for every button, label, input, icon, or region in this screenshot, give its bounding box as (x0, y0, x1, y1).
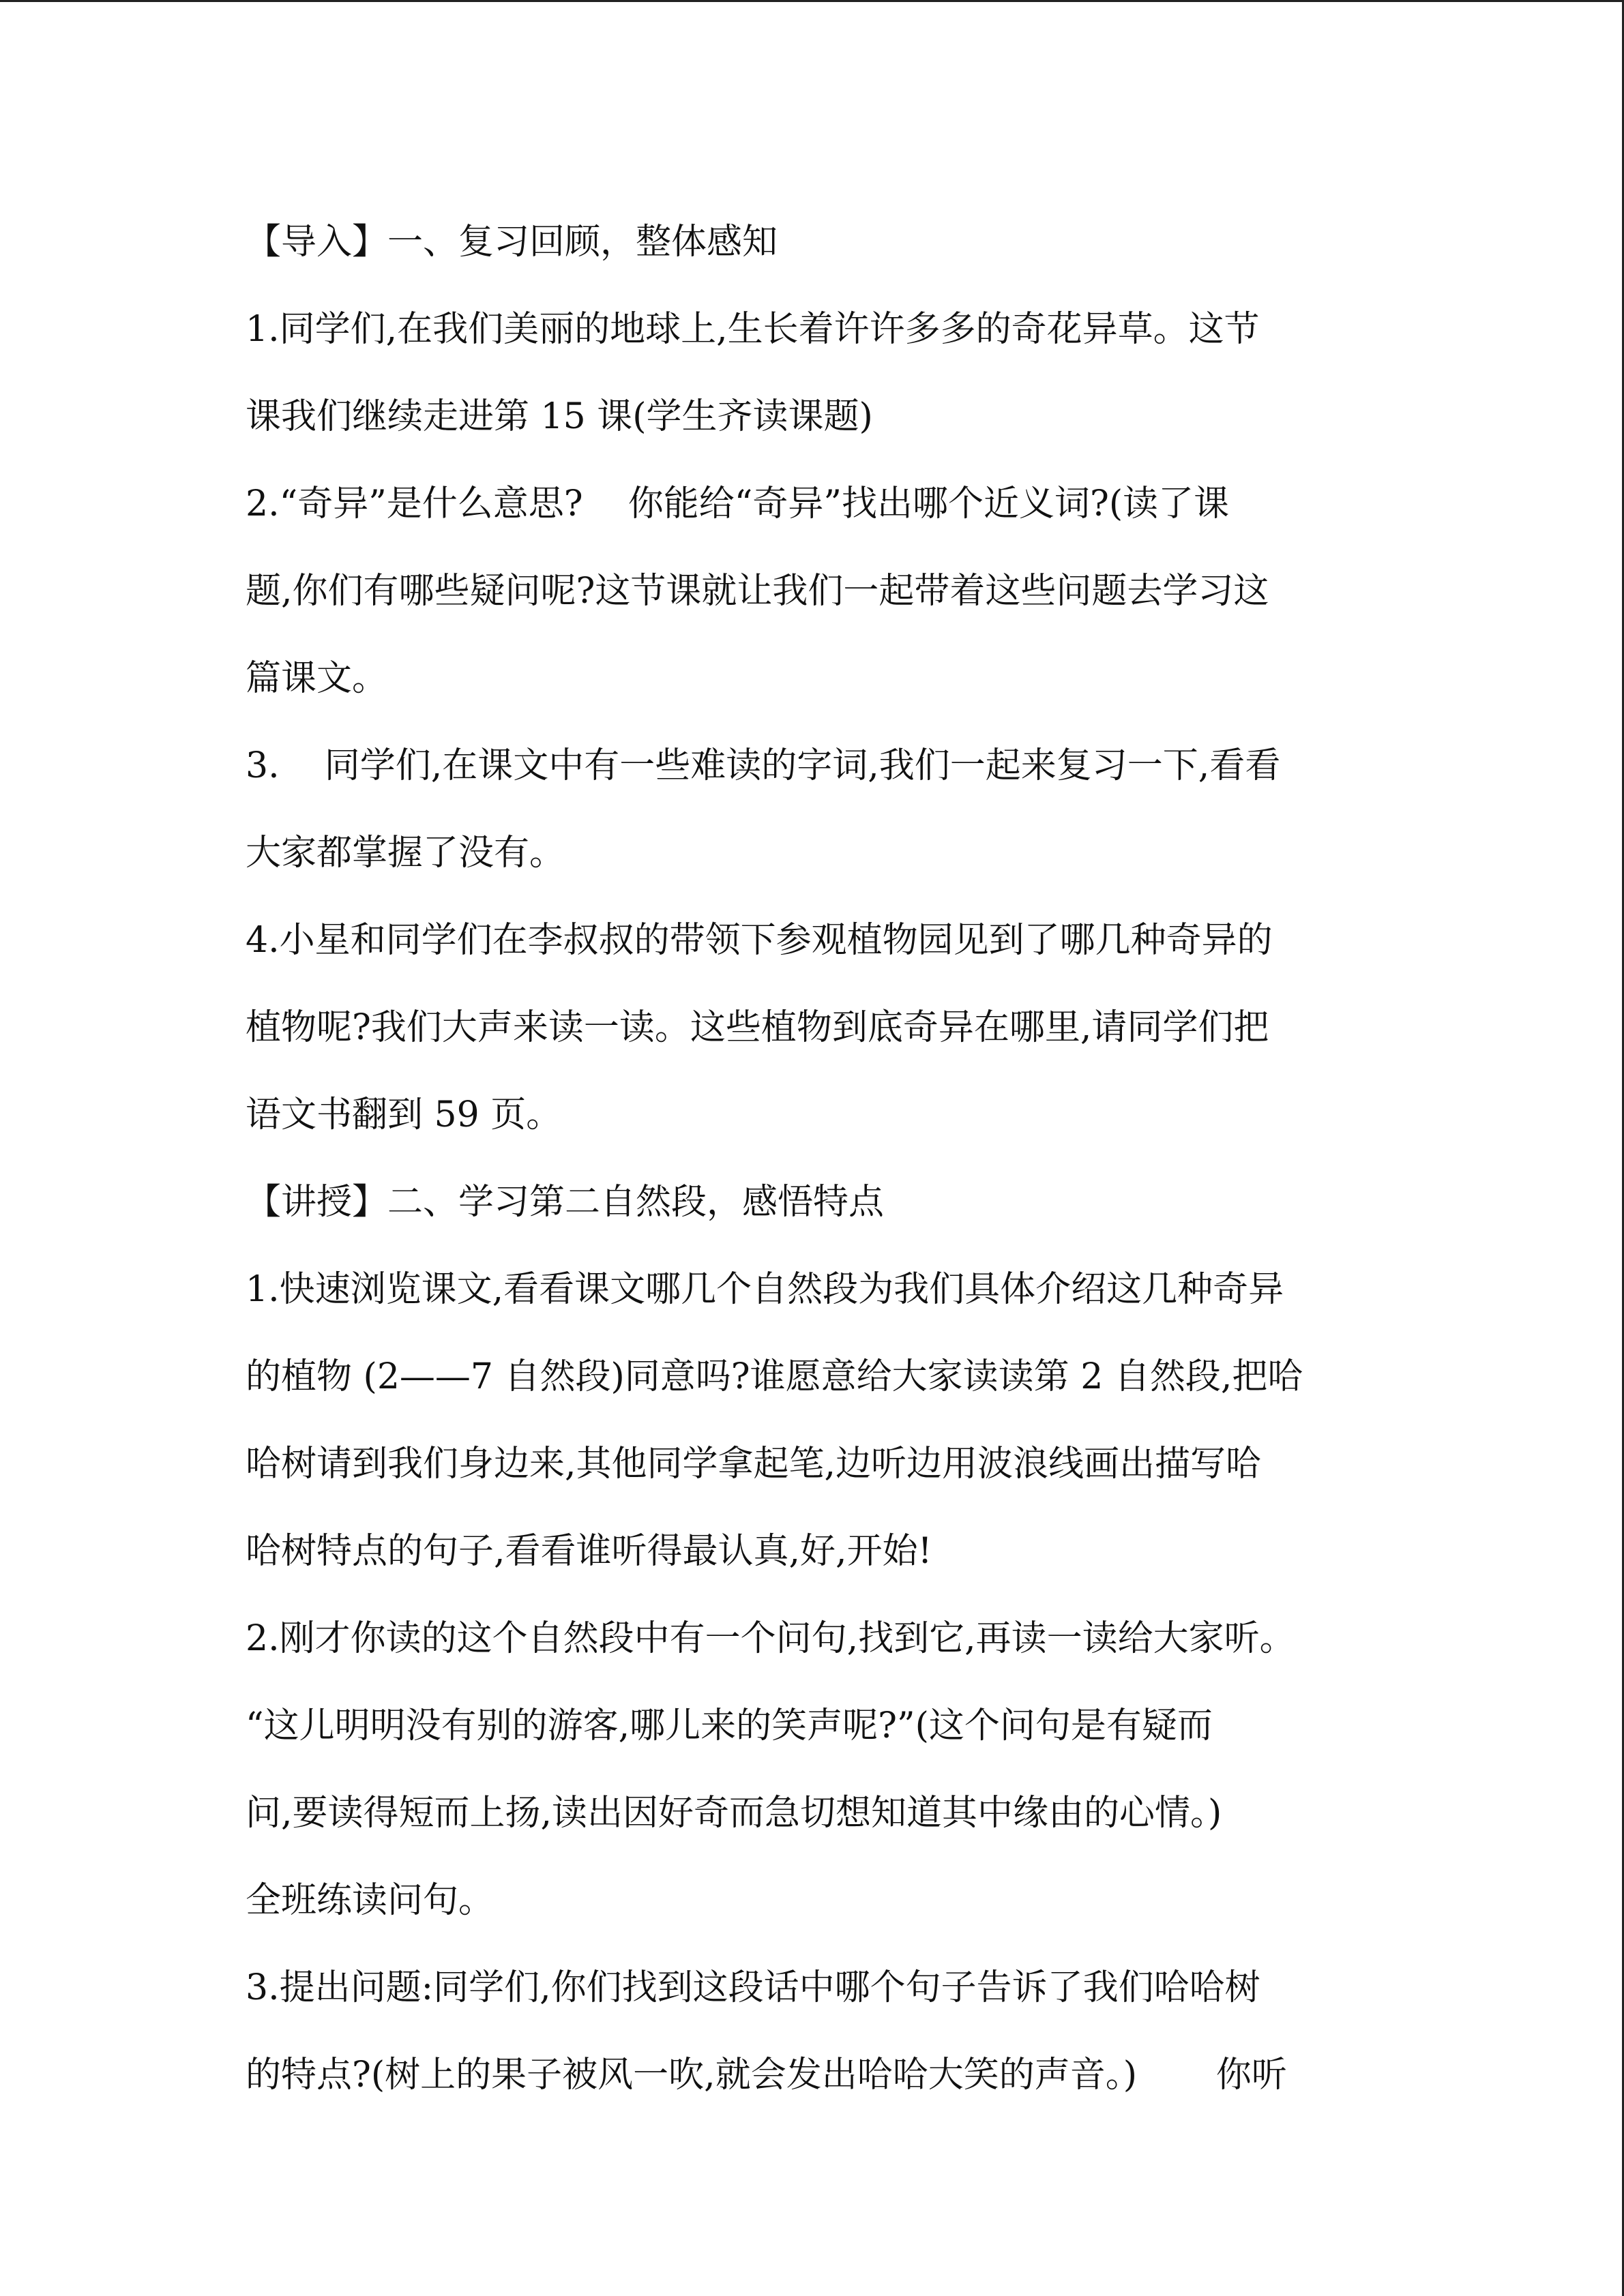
paragraph-line: 3. 同学们,在课文中有一些难读的字词,我们一起来复习一下,看看 (246, 745, 1281, 786)
paragraph-line: 1.快速浏览课文,看看课文哪几个自然段为我们具体介绍这几种奇异 (246, 1269, 1284, 1310)
section-heading-intro: 【导入】一、复习回顾，整体感知 (246, 222, 778, 263)
paragraph-line: 哈树特点的句子,看看谁听得最认真,好,开始! (246, 1531, 932, 1572)
paragraph-line: 2.刚才你读的这个自然段中有一个问句,找到它,再读一读给大家听。 (246, 1618, 1295, 1659)
paragraph-line: 的植物 (2——7 自然段)同意吗?谁愿意给大家读读第 2 自然段,把哈 (246, 1356, 1303, 1397)
paragraph-line: 全班练读问句。 (246, 1880, 494, 1921)
paragraph-line: 篇课文。 (246, 658, 388, 699)
paragraph-line: 1.同学们,在我们美丽的地球上,生长着许许多多的奇花异草。这节 (246, 309, 1260, 350)
paragraph-line: 大家都掌握了没有。 (246, 833, 565, 874)
paragraph-line: 植物呢?我们大声来读一读。这些植物到底奇异在哪里,请同学们把 (246, 1007, 1269, 1048)
paragraph-line: 哈树请到我们身边来,其他同学拿起笔,边听边用波浪线画出描写哈 (246, 1444, 1262, 1485)
paragraph-line: 语文书翻到 59 页。 (246, 1094, 562, 1135)
section-heading-lecture: 【讲授】二、学习第二自然段，感悟特点 (246, 1182, 885, 1223)
paragraph-line: 问,要读得短而上扬,读出因好奇而急切想知道其中缘由的心情。) (246, 1793, 1222, 1834)
paragraph-line: 的特点?(树上的果子被风一吹,就会发出哈哈大笑的声音。) 你听 (246, 2055, 1287, 2096)
paragraph-line: 题,你们有哪些疑问呢?这节课就让我们一起带着这些问题去学习这 (246, 571, 1269, 612)
document-body (246, 219, 1378, 2139)
paragraph-line: 4.小星和同学们在李叔叔的带领下参观植物园见到了哪几种奇异的 (246, 920, 1273, 961)
paragraph-line: “这儿明明没有别的游客,哪儿来的笑声呢?”(这个问句是有疑而 (246, 1705, 1213, 1746)
paragraph-line: 2.“奇异”是什么意思? 你能给“奇异”找出哪个近义词?(读了课 (246, 483, 1230, 524)
paragraph-line: 课我们继续走进第 15 课(学生齐读课题) (246, 396, 873, 437)
paragraph-line: 3.提出问题:同学们,你们找到这段话中哪个句子告诉了我们哈哈树 (246, 1967, 1260, 2008)
